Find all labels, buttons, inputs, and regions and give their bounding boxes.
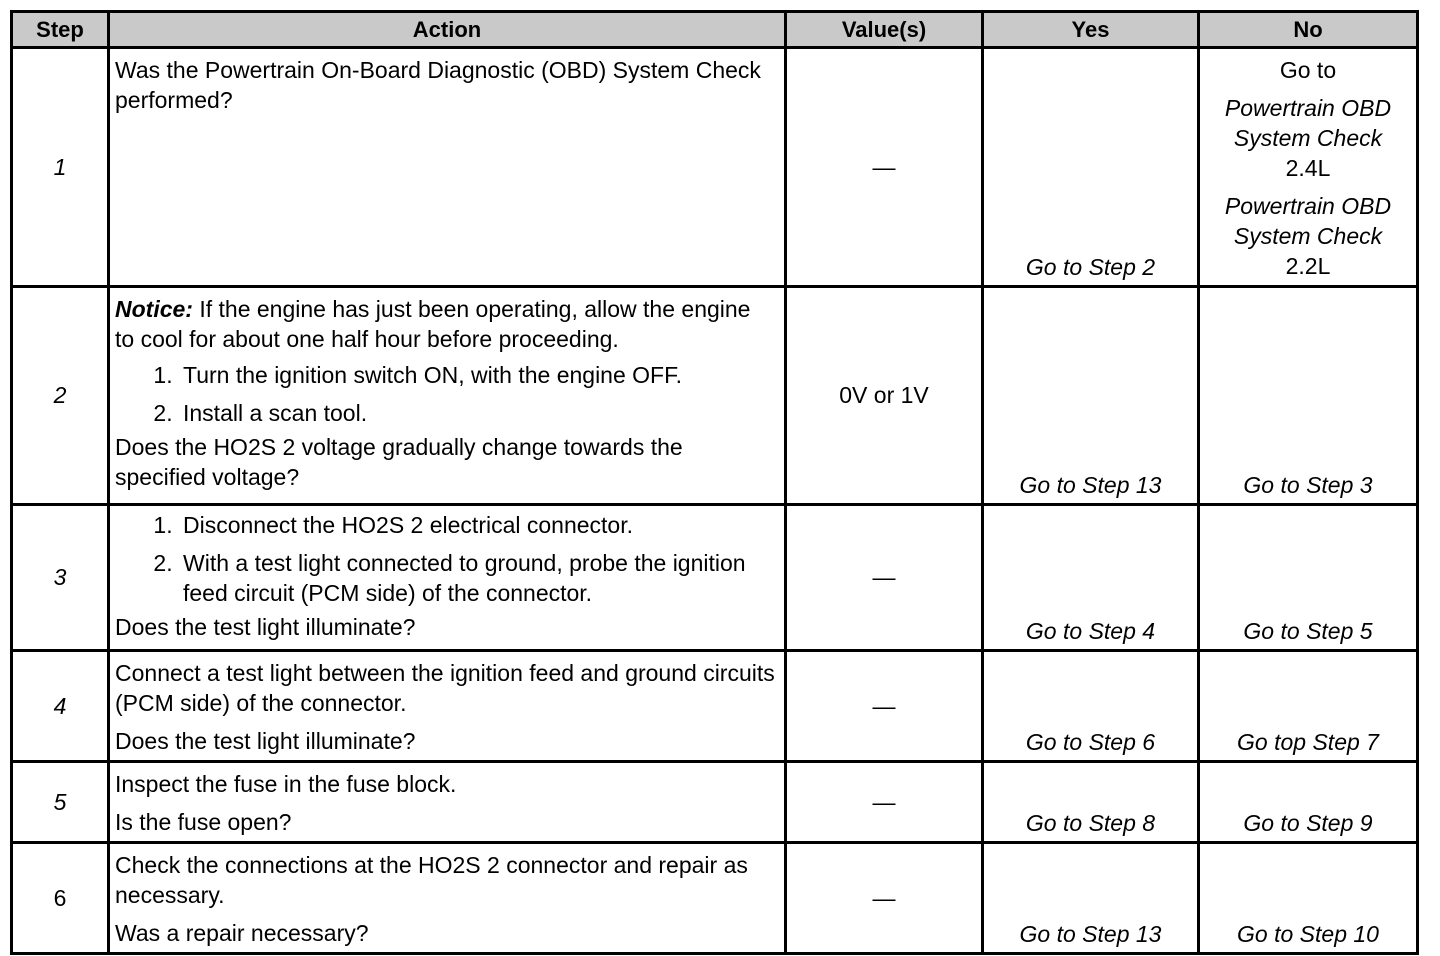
action-cell xyxy=(109,287,786,505)
no-link-name[interactable]: Powertrain OBD System Check xyxy=(1224,193,1392,249)
diagnostic-table xyxy=(10,10,1419,955)
list-item: 2. With a test light connected to ground, probe the ignition feed circuit (PCM side) of the connector. xyxy=(179,548,776,608)
list-item: 1. Disconnect the HO2S 2 electrical connector. xyxy=(179,510,776,540)
no-link-variant: 2.4L xyxy=(1285,155,1331,181)
procedure-list xyxy=(115,510,776,608)
table-row-step-5 xyxy=(12,762,1418,843)
procedure-list xyxy=(115,360,776,428)
table-row-step-6 xyxy=(12,843,1418,954)
value-cell: — xyxy=(786,505,983,651)
no-cell[interactable]: Go to Step 3 xyxy=(1199,287,1418,505)
question-text: Does the test light illuminate? xyxy=(115,728,416,754)
header-row xyxy=(12,12,1418,48)
action-text: Check the connections at the HO2S 2 connector and repair as necessary. xyxy=(115,852,748,908)
no-cell xyxy=(1199,48,1418,287)
no-link-name[interactable]: Powertrain OBD System Check xyxy=(1224,95,1392,151)
value-cell: — xyxy=(786,762,983,843)
step-number: 2 xyxy=(12,287,109,505)
header-step: Step xyxy=(12,12,109,48)
question-text: Is the fuse open? xyxy=(115,809,292,835)
action-cell xyxy=(109,762,786,843)
action-text: Inspect the fuse in the fuse block. xyxy=(115,771,457,797)
action-cell xyxy=(109,843,786,954)
header-values: Value(s) xyxy=(786,12,983,48)
value-cell: 0V or 1V xyxy=(786,287,983,505)
notice-paragraph xyxy=(115,294,776,354)
header-no: No xyxy=(1199,12,1418,48)
header-action: Action xyxy=(109,12,786,48)
table-row-step-2 xyxy=(12,287,1418,505)
value-cell: — xyxy=(786,48,983,287)
no-cell[interactable]: Go to Step 10 xyxy=(1199,843,1418,954)
notice-label: Notice: xyxy=(115,296,193,322)
yes-cell[interactable]: Go to Step 4 xyxy=(983,505,1199,651)
step-number: 3 xyxy=(12,505,109,651)
step-number: 5 xyxy=(12,762,109,843)
yes-cell[interactable]: Go to Step 6 xyxy=(983,651,1199,762)
no-cell[interactable]: Go top Step 7 xyxy=(1199,651,1418,762)
list-item: 2. Install a scan tool. xyxy=(179,398,776,428)
no-cell[interactable]: Go to Step 9 xyxy=(1199,762,1418,843)
yes-cell[interactable]: Go to Step 2 xyxy=(983,48,1199,287)
question-text: Was a repair necessary? xyxy=(115,920,369,946)
step-number: 6 xyxy=(12,843,109,954)
no-link-variant: 2.2L xyxy=(1285,253,1331,279)
question-text: Does the test light illuminate? xyxy=(115,614,416,640)
notice-text: If the engine has just been operating, allow the engine to cool for about one half hour before proceeding. xyxy=(115,296,751,352)
action-text: Was the Powertrain On-Board Diagnostic (OBD) System Check performed? xyxy=(115,57,761,113)
no-cell[interactable]: Go to Step 5 xyxy=(1199,505,1418,651)
yes-cell[interactable]: Go to Step 8 xyxy=(983,762,1199,843)
value-cell: — xyxy=(786,843,983,954)
question-text: Does the HO2S 2 voltage gradually change towards the specified voltage? xyxy=(115,434,683,490)
list-item: 1. Turn the ignition switch ON, with the engine OFF. xyxy=(179,360,776,390)
action-cell xyxy=(109,48,786,287)
action-cell xyxy=(109,505,786,651)
header-yes: Yes xyxy=(983,12,1199,48)
action-cell xyxy=(109,651,786,762)
no-intro: Go to xyxy=(1279,57,1337,83)
step-number: 4 xyxy=(12,651,109,762)
action-text: Connect a test light between the ignition feed and ground circuits (PCM side) of the connector. xyxy=(115,660,775,716)
step-number: 1 xyxy=(12,48,109,287)
yes-cell[interactable]: Go to Step 13 xyxy=(983,287,1199,505)
yes-cell[interactable]: Go to Step 13 xyxy=(983,843,1199,954)
table-row-step-3 xyxy=(12,505,1418,651)
table-row-step-4 xyxy=(12,651,1418,762)
value-cell: — xyxy=(786,651,983,762)
table-row-step-1 xyxy=(12,48,1418,287)
